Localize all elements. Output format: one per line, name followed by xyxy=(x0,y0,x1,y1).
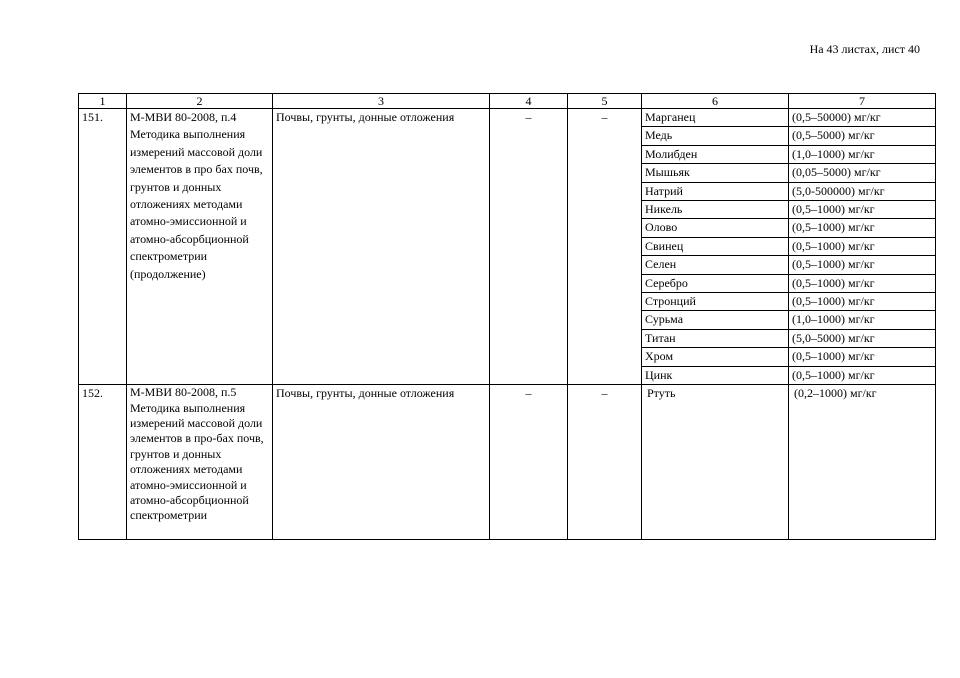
measurement-range: (1,0–1000) мг/кг xyxy=(789,145,936,163)
element-name: Мышьяк xyxy=(642,164,789,182)
element-name: Свинец xyxy=(642,237,789,255)
object-description: Почвы, грунты, донные отложения xyxy=(273,385,490,540)
method-description: М-МВИ 80-2008, п.4 Методика выполнения измерений массовой доли элементов в про бах почв, грунтов и донных отложениях методами атомно-эмиссионной и атомно-абсорбционной спектрометрии (продолжение) xyxy=(127,109,273,385)
measurement-range: (0,5–1000) мг/кг xyxy=(789,219,936,237)
table-row xyxy=(79,109,936,127)
element-name: Марганец xyxy=(642,109,789,127)
measurement-range: (0,5–1000) мг/кг xyxy=(789,293,936,311)
measurement-range: (0,5–1000) мг/кг xyxy=(789,201,936,219)
element-name: Стронций xyxy=(642,293,789,311)
element-name: Медь xyxy=(642,127,789,145)
column-4-value: – xyxy=(490,109,568,385)
measurement-range: (0,5–1000) мг/кг xyxy=(789,237,936,255)
entry-number: 152. xyxy=(79,385,127,540)
entry-number: 151. xyxy=(79,109,127,385)
column-number: 6 xyxy=(642,94,789,109)
measurement-range: (0,5–1000) мг/кг xyxy=(789,256,936,274)
measurement-range: (0,5–50000) мг/кг xyxy=(789,109,936,127)
element-name: Олово xyxy=(642,219,789,237)
measurement-range: (1,0–1000) мг/кг xyxy=(789,311,936,329)
measurement-range: (0,5–5000) мг/кг xyxy=(789,127,936,145)
measurement-range: (5,0-500000) мг/кг xyxy=(789,182,936,200)
measurement-range: (0,5–1000) мг/кг xyxy=(789,348,936,366)
column-number: 5 xyxy=(568,94,642,109)
measurement-range: (0,05–5000) мг/кг xyxy=(789,164,936,182)
column-number: 1 xyxy=(79,94,127,109)
object-description: Почвы, грунты, донные отложения xyxy=(273,109,490,385)
table-row xyxy=(79,385,936,540)
element-name: Цинк xyxy=(642,366,789,384)
element-name: Хром xyxy=(642,348,789,366)
element-name: Молибден xyxy=(642,145,789,163)
measurement-range: (0,5–1000) мг/кг xyxy=(789,366,936,384)
measurement-range: (5,0–5000) мг/кг xyxy=(789,329,936,347)
accreditation-table xyxy=(78,93,936,540)
measurement-range: (0,5–1000) мг/кг xyxy=(789,274,936,292)
measurement-range: (0,2–1000) мг/кг xyxy=(789,385,936,540)
column-numbers-row xyxy=(79,94,936,109)
column-number: 2 xyxy=(127,94,273,109)
method-description: М-МВИ 80-2008, п.5 Методика выполнения измерений массовой доли элементов в про-бах почв, грунтов и донных отложениях методами атомно-эмиссионной и атомно-абсорбционной спектрометрии xyxy=(127,385,273,540)
column-5-value: – xyxy=(568,109,642,385)
element-name: Титан xyxy=(642,329,789,347)
element-name: Сурьма xyxy=(642,311,789,329)
column-number: 3 xyxy=(273,94,490,109)
column-number: 4 xyxy=(490,94,568,109)
column-5-value: – xyxy=(568,385,642,540)
column-4-value: – xyxy=(490,385,568,540)
element-name: Никель xyxy=(642,201,789,219)
page-header: На 43 листах, лист 40 xyxy=(809,42,920,56)
element-name: Серебро xyxy=(642,274,789,292)
element-name: Натрий xyxy=(642,182,789,200)
element-name: Селен xyxy=(642,256,789,274)
column-number: 7 xyxy=(789,94,936,109)
element-name: Ртуть xyxy=(642,385,789,540)
